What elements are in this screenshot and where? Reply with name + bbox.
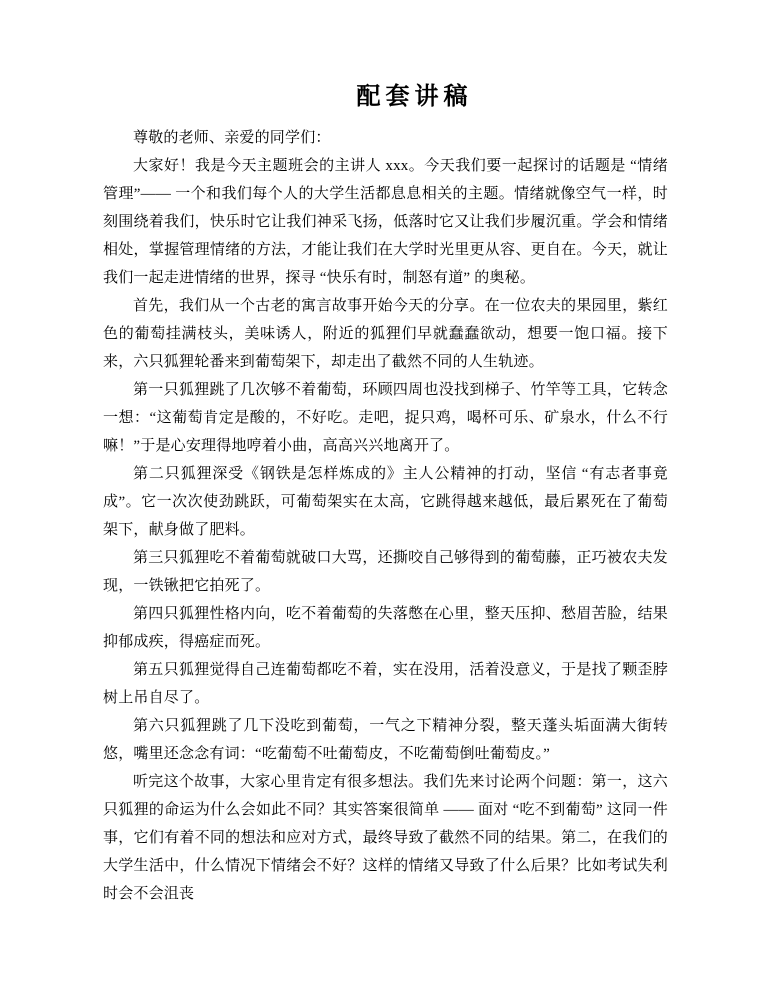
- paragraph-fox-1: 第一只狐狸跳了几次够不着葡萄，环顾四周也没找到梯子、竹竿等工具，它转念一想：“这葡萄肯定是酸的，不好吃。走吧，捉只鸡，喝杯可乐、矿泉水，什么不行嘛！”于是心安理得地哼着小曲，高高兴兴地离开了。: [103, 382, 668, 454]
- paragraph-fable-setup: 首先，我们从一个古老的寓言故事开始今天的分享。在一位农夫的果园里，紫红色的葡萄挂满枝头，美味诱人，附近的狐狸们早就蠢蠢欲动，想要一饱口福。接下来，六只狐狸轮番来到葡萄架下，却走出了截然不同的人生轨迹。: [103, 298, 668, 370]
- paragraph-fox-4: 第四只狐狸性格内向，吃不着葡萄的失落憋在心里，整天压抑、愁眉苦脸，结果抑郁成疾，得癌症而死。: [103, 606, 668, 650]
- paragraph-fox-5: 第五只狐狸觉得自己连葡萄都吃不着，实在没用，活着没意义，于是找了颗歪脖树上吊自尽了。: [103, 662, 668, 706]
- paragraph-intro: 大家好！我是今天主题班会的主讲人 xxx。今天我们要一起探讨的话题是 “情绪管理”—— 一个和我们每个人的大学生活都息息相关的主题。情绪就像空气一样，时刻围绕着我们，快乐时它让我们神采飞扬，低落时它又让我们步履沉重。学会和情绪相处，掌握管理情绪的方法，才能让我们在大学时光里更从容、更自在。今天，就让我们一起走进情绪的世界，探寻 “快乐有时，制怒有道” 的奥秘。: [103, 158, 668, 286]
- document-title: 配套讲稿: [356, 84, 473, 110]
- document-body: [103, 124, 668, 908]
- paragraph-discussion: 听完这个故事，大家心里肯定有很多想法。我们先来讨论两个问题：第一，这六只狐狸的命运为什么会如此不同？其实答案很简单 —— 面对 “吃不到葡萄” 这同一件事，它们有着不同的想法和应对方式，最终导致了截然不同的结果。第二，在我们的大学生活中，什么情况下情绪会不好？这样的情绪又导致了什么后果？比如考试失利时会不会沮丧: [103, 774, 668, 902]
- paragraph-fox-2: 第二只狐狸深受《钢铁是怎样炼成的》主人公精神的打动，坚信 “有志者事竟成”。它一次次使劲跳跃，可葡萄架实在太高，它跳得越来越低，最后累死在了葡萄架下，献身做了肥料。: [103, 466, 668, 538]
- paragraph-salutation: 尊敬的老师、亲爱的同学们：: [133, 130, 331, 146]
- paragraph-fox-3: 第三只狐狸吃不着葡萄就破口大骂，还撕咬自己够得到的葡萄藤，正巧被农夫发现，一铁锹把它拍死了。: [103, 550, 668, 594]
- paragraph-fox-6: 第六只狐狸跳了几下没吃到葡萄，一气之下精神分裂，整天蓬头垢面满大街转悠，嘴里还念念有词：“吃葡萄不吐葡萄皮，不吃葡萄倒吐葡萄皮。”: [103, 718, 668, 762]
